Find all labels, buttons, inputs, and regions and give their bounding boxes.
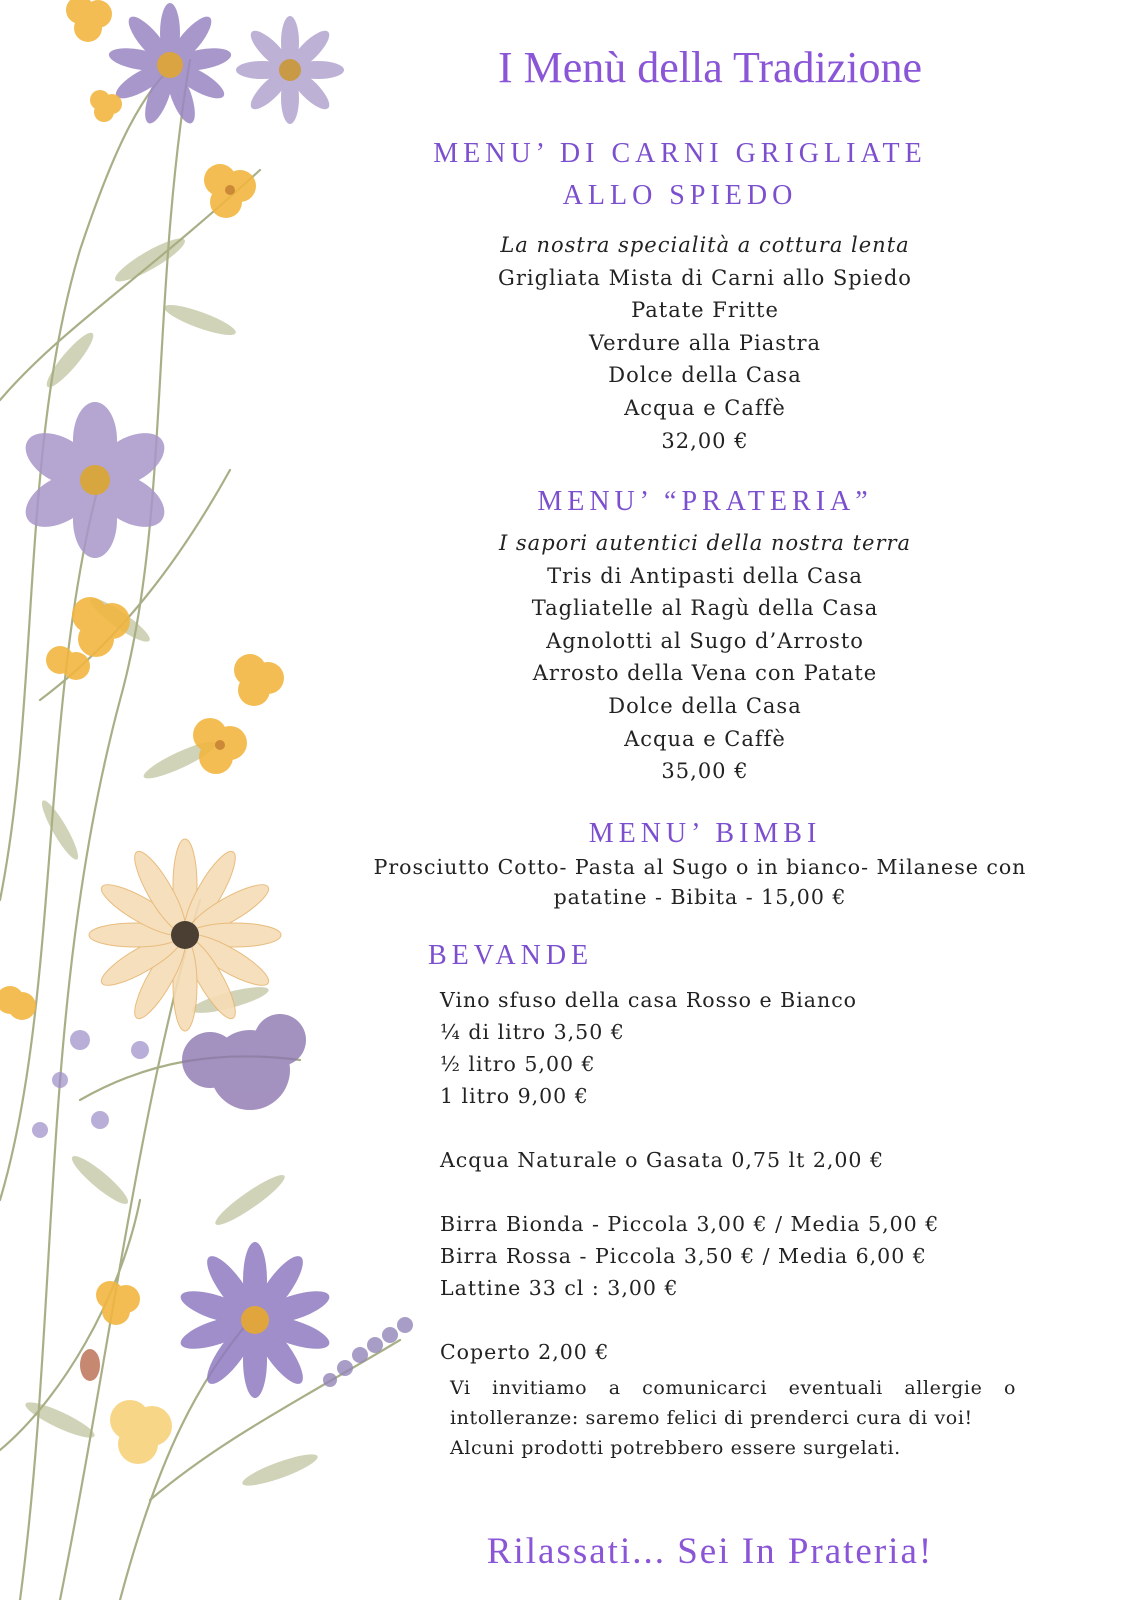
menu-grill-heading-line1: MENU’ DI CARNI GRIGLIATE: [433, 138, 927, 169]
menu-prateria-price: 35,00 €: [661, 759, 749, 784]
bevande-spacer: [440, 1176, 1030, 1208]
menu-grill-item: Acqua e Caffè: [624, 395, 786, 420]
allergy-note: [450, 1373, 1016, 1463]
menu-bimbi-heading: MENU’ BIMBI: [588, 818, 822, 849]
floral-illustration: [0, 0, 430, 1600]
menu-grill-item: Grigliata Mista di Carni allo Spiedo: [498, 265, 912, 290]
menu-grill-item: Verdure alla Piastra: [588, 330, 822, 355]
bevande-spacer: [440, 1304, 1030, 1336]
menu-bimbi-line2: patatine - Bibita - 15,00 €: [553, 885, 847, 909]
bevande-list: [440, 984, 1030, 1368]
bevande-spacer: [440, 1112, 1030, 1144]
menu-grill-subtitle: La nostra specialità a cottura lenta: [500, 233, 910, 257]
menu-grill-heading-line2: ALLO SPIEDO: [562, 180, 798, 211]
bevande-line: Vino sfuso della casa Rosso e Bianco: [440, 988, 858, 1012]
menu-bimbi-line1: Prosciutto Cotto- Pasta al Sugo o in bianco- Milanese con: [373, 855, 1027, 879]
allergy-note-line1: Vi invitiamo a comunicarci eventuali allergie o: [450, 1377, 1016, 1399]
menu-prateria-item: Agnolotti al Sugo d’Arrosto: [546, 628, 864, 653]
menu-grill-item: Dolce della Casa: [608, 363, 802, 388]
menu-grill-list: [380, 229, 1030, 457]
bevande-line: Birra Rossa - Piccola 3,50 € / Media 6,00 €: [440, 1244, 927, 1268]
allergy-note-line2: intolleranze: saremo felici di prenderci cura di voi!: [450, 1407, 973, 1429]
bevande-line: Acqua Naturale o Gasata 0,75 lt 2,00 €: [440, 1148, 885, 1172]
bevande-line: 1 litro 9,00 €: [440, 1084, 589, 1108]
bevande-line: ¼ di litro 3,50 €: [440, 1020, 625, 1044]
bevande-line: Lattine 33 cl : 3,00 €: [440, 1276, 679, 1300]
menu-prateria-item: Acqua e Caffè: [624, 726, 786, 751]
menu-prateria-item: Arrosto della Vena con Patate: [532, 661, 878, 686]
menu-prateria-subtitle: I sapori autentici della nostra terra: [498, 531, 912, 555]
menu-grill-item: Patate Fritte: [631, 298, 779, 323]
page-title: I Menù della Tradizione: [497, 43, 923, 92]
menu-prateria-item: Dolce della Casa: [608, 693, 802, 718]
footer-slogan: Rilassati... Sei In Prateria!: [486, 1531, 934, 1572]
menu-grill-price: 32,00 €: [661, 428, 749, 453]
menu-bimbi-text: [360, 852, 1040, 912]
menu-prateria-item: Tagliatelle al Ragù della Casa: [531, 596, 879, 621]
bevande-line: ½ litro 5,00 €: [440, 1052, 596, 1076]
menu-prateria-item: Tris di Antipasti della Casa: [547, 563, 863, 588]
coperto-line: Coperto 2,00 €: [440, 1340, 610, 1364]
menu-prateria-heading: MENU’ “PRATERIA”: [537, 486, 873, 517]
bevande-line: Birra Bionda - Piccola 3,00 € / Media 5,00 €: [440, 1212, 940, 1236]
bevande-heading: BEVANDE: [428, 940, 594, 971]
menu-prateria-list: [380, 527, 1030, 788]
allergy-note-line3: Alcuni prodotti potrebbero essere surgelati.: [450, 1437, 901, 1459]
